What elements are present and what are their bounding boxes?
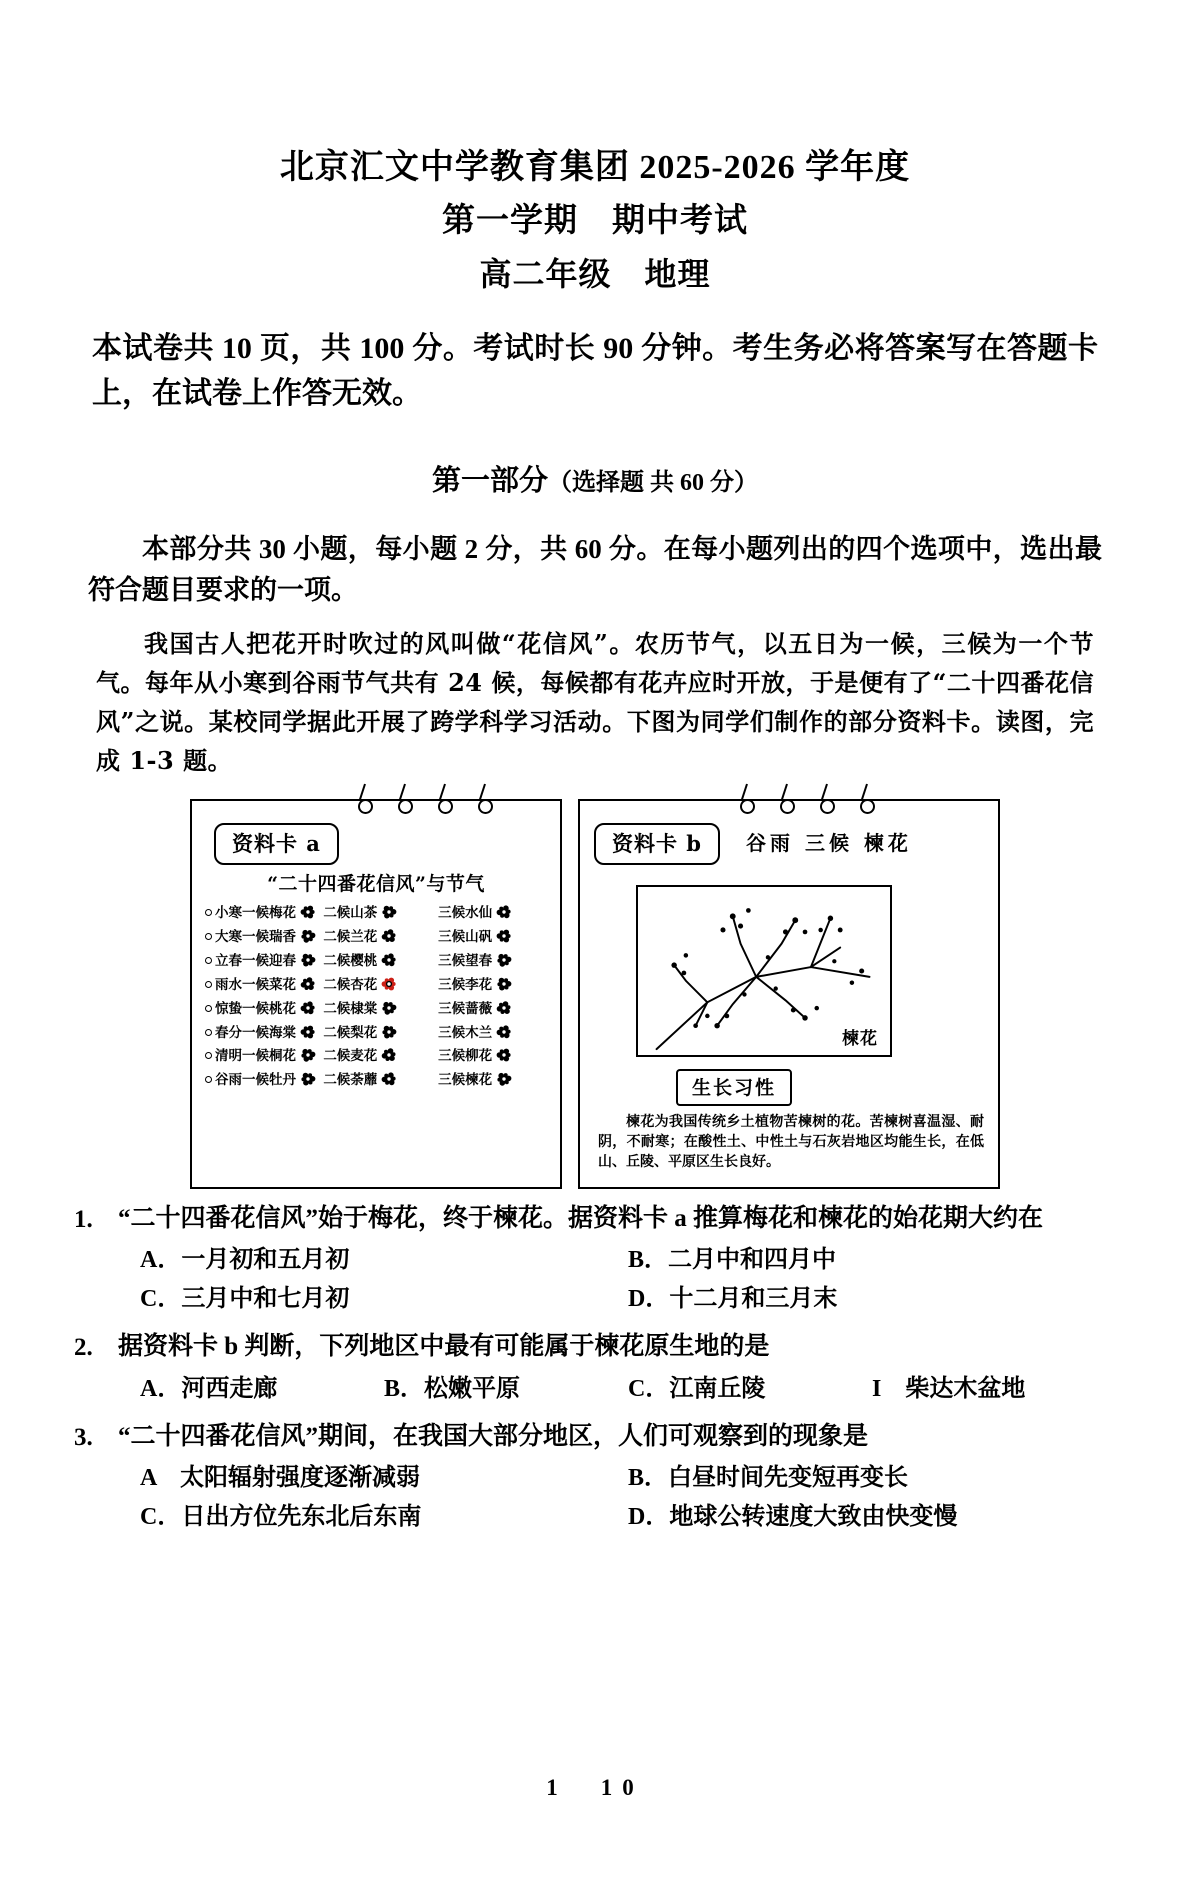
- page-header: [0, 0, 1190, 300]
- flower-entry-text: 谷雨一候牡丹: [215, 1072, 296, 1089]
- flower-table-row: [204, 996, 552, 1020]
- flower-table-cell: [437, 1068, 552, 1092]
- bullet-icon: [205, 957, 212, 964]
- flower-sketch-icon: [298, 1000, 318, 1016]
- growth-habit-text: 楝花为我国传统乡土植物苦楝树的花。苦楝树喜温湿、耐阴，不耐寒；在酸性土、中性土与石灰岩地区均能生长，在低山、丘陵、平原区生长良好。: [598, 1113, 984, 1170]
- exam-instructions: 本试卷共 10 页，共 100 分。考试时长 90 分钟。考生务必将答案写在答题卡上，在试卷上作答无效。: [92, 332, 1098, 411]
- flower-entry-text: 三候楝花: [438, 1072, 493, 1089]
- question-item: [74, 1201, 1116, 1319]
- flower-table-cell: [204, 1044, 322, 1068]
- flower-sketch-icon: [379, 1071, 399, 1087]
- flower-entry-text: 雨水一候菜花: [215, 976, 296, 993]
- flower-table-cell: [204, 1020, 322, 1044]
- flower-sketch-icon: [298, 1071, 318, 1087]
- question-option[interactable]: C．江南丘陵: [628, 1375, 766, 1402]
- bullet-icon: [205, 1076, 212, 1083]
- question-option[interactable]: C．日出方位先东北后东南: [140, 1503, 422, 1530]
- flower-table-row: [204, 1020, 552, 1044]
- flower-sketch-icon: [494, 1071, 514, 1087]
- flower-entry-text: 二候山茶: [323, 905, 378, 922]
- flower-table-row: [204, 901, 552, 925]
- flower-table-cell: [204, 972, 322, 996]
- question-option[interactable]: B．二月中和四月中: [628, 1247, 837, 1274]
- flower-table-cell: [437, 901, 552, 925]
- flower-sketch-icon: [379, 1024, 399, 1040]
- part-one-note: 本部分共 30 小题，每小题 2 分，共 60 分。在每小题列出的四个选项中，选出最符合题目要求的一项。: [88, 534, 1102, 606]
- question-body: [118, 1201, 1116, 1319]
- part-one-title: 第一部分: [431, 465, 548, 498]
- flower-table-cell: [322, 996, 437, 1020]
- question-item: [74, 1419, 1116, 1537]
- flower-table-cell: [437, 1020, 552, 1044]
- flower-table-row: [204, 925, 552, 949]
- card-b-label-wrap: [594, 823, 720, 865]
- flower-entry-text: 三候蔷薇: [438, 1000, 493, 1017]
- question-option[interactable]: C．三月中和七月初: [140, 1286, 350, 1313]
- card-b-caption: 谷雨 三候 楝花: [746, 830, 912, 855]
- part-one-heading: [0, 458, 1190, 499]
- school-exam-title-line1: 北京汇文中学教育集团 2025-2026 学年度: [279, 149, 911, 186]
- flower-table-cell: [322, 1044, 437, 1068]
- question-stem: “二十四番花信风”期间，在我国大部分地区，人们可观察到的现象是: [118, 1422, 869, 1450]
- card-b-label: 资料卡 b: [594, 823, 720, 865]
- flower-sketch-icon: [298, 928, 318, 944]
- flower-sketch-icon: [298, 976, 318, 992]
- flower-sketch-icon: [379, 1000, 399, 1016]
- blossom-dots: [671, 908, 864, 1028]
- flower-table-cell: [204, 996, 322, 1020]
- flower-entry-text: 二候麦花: [323, 1048, 378, 1065]
- flower-entry-text: 春分一候海棠: [215, 1024, 296, 1041]
- flower-entry-text: 立春一候迎春: [215, 953, 296, 970]
- flower-sketch-icon: [494, 1000, 514, 1016]
- question-item: [74, 1329, 1116, 1408]
- flower-table-row: [204, 1068, 552, 1092]
- option-list: [118, 1241, 1116, 1319]
- flower-table-cell: [204, 1068, 322, 1092]
- flower-table-cell: [437, 1044, 552, 1068]
- question-number: 3.: [74, 1423, 93, 1451]
- question-option[interactable]: D．地球公转速度大致由快变慢: [628, 1503, 958, 1530]
- question-body: [118, 1329, 1116, 1408]
- flower-table-cell: [204, 925, 322, 949]
- flower-sketch-icon: [379, 928, 399, 944]
- flower-table-cell: [322, 1020, 437, 1044]
- bullet-icon: [205, 1052, 212, 1059]
- question-option[interactable]: I 柴达木盆地: [872, 1375, 1026, 1402]
- bullet-icon: [205, 1005, 212, 1012]
- flower-table-cell: [322, 901, 437, 925]
- question-option[interactable]: B．白昼时间先变短再变长: [628, 1465, 909, 1492]
- resource-card-a: [190, 799, 562, 1189]
- bullet-icon: [205, 909, 212, 916]
- flower-sketch-icon: [298, 952, 318, 968]
- flower-entry-text: 三候李花: [438, 976, 493, 993]
- grade-subject-title-line3: 高二年级 地理: [479, 255, 711, 292]
- flower-table-body: [204, 901, 552, 1092]
- chinaberry-branch-illustration: [636, 885, 892, 1057]
- flower-table-row: [204, 1044, 552, 1068]
- flower-entry-text: 三候柳花: [438, 1048, 493, 1065]
- card-a-label-wrap: [214, 823, 339, 865]
- flower-sketch-icon: [494, 904, 514, 920]
- flower-entry-text: 二候荼蘼: [323, 1072, 378, 1089]
- question-option[interactable]: A 太阳辐射强度逐渐减弱: [140, 1465, 421, 1492]
- question-body: [118, 1419, 1116, 1537]
- card-a-title: “二十四番花信风”与节气: [267, 872, 485, 895]
- flower-sketch-icon: [298, 1024, 318, 1040]
- stimulus-passage: 我国古人把花开时吹过的风叫做“花信风”。农历节气，以五日为一候，三候为一个节气。每年从小寒到谷雨节气共有 24 候，每候都有花卉应时开放，于是便有了“二十四番花信风”之说。某校同学据此开展了跨学科学习活动。下图为同学们制作的部分资料卡。读图，完成 1-3 题。: [96, 629, 1094, 776]
- question-list: [74, 1201, 1116, 1537]
- flower-entry-text: 大寒一候瑞香: [215, 929, 296, 946]
- bullet-icon: [205, 933, 212, 940]
- flower-sketch-icon: [298, 904, 318, 920]
- bullet-icon: [205, 1029, 212, 1036]
- flower-table-cell: [322, 949, 437, 973]
- resource-card-b: [578, 799, 1000, 1189]
- question-number: 1.: [74, 1205, 93, 1233]
- flower-table-row: [204, 949, 552, 973]
- flower-sketch-icon: [494, 1047, 514, 1063]
- flower-signal-wind-table: [204, 901, 552, 1092]
- plant-caption: 楝花: [842, 1028, 878, 1049]
- flower-table-cell: [437, 925, 552, 949]
- flower-table-cell: [204, 901, 322, 925]
- flower-entry-text: 惊蛰一候桃花: [215, 1000, 296, 1017]
- question-stem: “二十四番花信风”始于梅花，终于楝花。据资料卡 a 推算梅花和楝花的始花期大约在: [118, 1204, 1044, 1232]
- card-a-label: 资料卡 a: [214, 823, 339, 865]
- question-stem: 据资料卡 b 判断，下列地区中最有可能属于楝花原生地的是: [118, 1333, 770, 1361]
- flower-sketch-icon: [494, 1024, 514, 1040]
- flower-entry-text: 清明一候桐花: [215, 1048, 296, 1065]
- part-one-subtitle: （选择题 共 60 分）: [548, 470, 758, 497]
- flower-table-cell: [437, 996, 552, 1020]
- flower-entry-text: 三候山矾: [438, 929, 493, 946]
- spiral-rings-a: [192, 788, 560, 816]
- question-number: 2.: [74, 1334, 93, 1362]
- figure-resource-cards: [190, 799, 1000, 1189]
- flower-table-cell: [322, 972, 437, 996]
- bullet-icon: [205, 981, 212, 988]
- spiral-rings-b: [580, 788, 998, 816]
- flower-entry-text: 小寒一候梅花: [215, 905, 296, 922]
- flower-sketch-icon: [494, 928, 514, 944]
- growth-habit-label: 生长习性: [676, 1069, 792, 1106]
- question-option[interactable]: B．松嫩平原: [384, 1375, 521, 1402]
- question-option[interactable]: D．十二月和三月末: [628, 1286, 838, 1313]
- flower-table-cell: [437, 949, 552, 973]
- flower-entry-text: 二候杏花: [323, 976, 378, 993]
- flower-entry-text: 二候梨花: [323, 1024, 378, 1041]
- flower-entry-text: 二候樱桃: [323, 953, 378, 970]
- flower-sketch-icon: [298, 1047, 318, 1063]
- flower-table-cell: [437, 972, 552, 996]
- question-option[interactable]: A．河西走廊: [140, 1375, 278, 1402]
- page-footer: 1 10: [546, 1775, 644, 1800]
- flower-entry-text: 三候望春: [438, 953, 493, 970]
- flower-sketch-icon: [379, 904, 399, 920]
- option-list: [118, 1370, 1116, 1409]
- flower-sketch-icon: [494, 952, 514, 968]
- flower-sketch-icon: [379, 952, 399, 968]
- option-list: [118, 1459, 1116, 1537]
- flower-sketch-icon: [494, 976, 514, 992]
- flower-table-row: [204, 972, 552, 996]
- flower-entry-text: 三候木兰: [438, 1024, 493, 1041]
- flower-sketch-icon: [379, 1047, 399, 1063]
- flower-table-cell: [322, 925, 437, 949]
- flower-table-cell: [322, 1068, 437, 1092]
- flower-entry-text: 三候水仙: [438, 905, 493, 922]
- flower-entry-text: 二候兰花: [323, 929, 378, 946]
- flower-table-cell: [204, 949, 322, 973]
- semester-exam-title-line2: 第一学期 期中考试: [442, 203, 748, 240]
- question-option[interactable]: A．一月初和五月初: [140, 1247, 350, 1274]
- flower-entry-text: 二候棣棠: [323, 1000, 378, 1017]
- flower-sketch-icon: [379, 976, 399, 992]
